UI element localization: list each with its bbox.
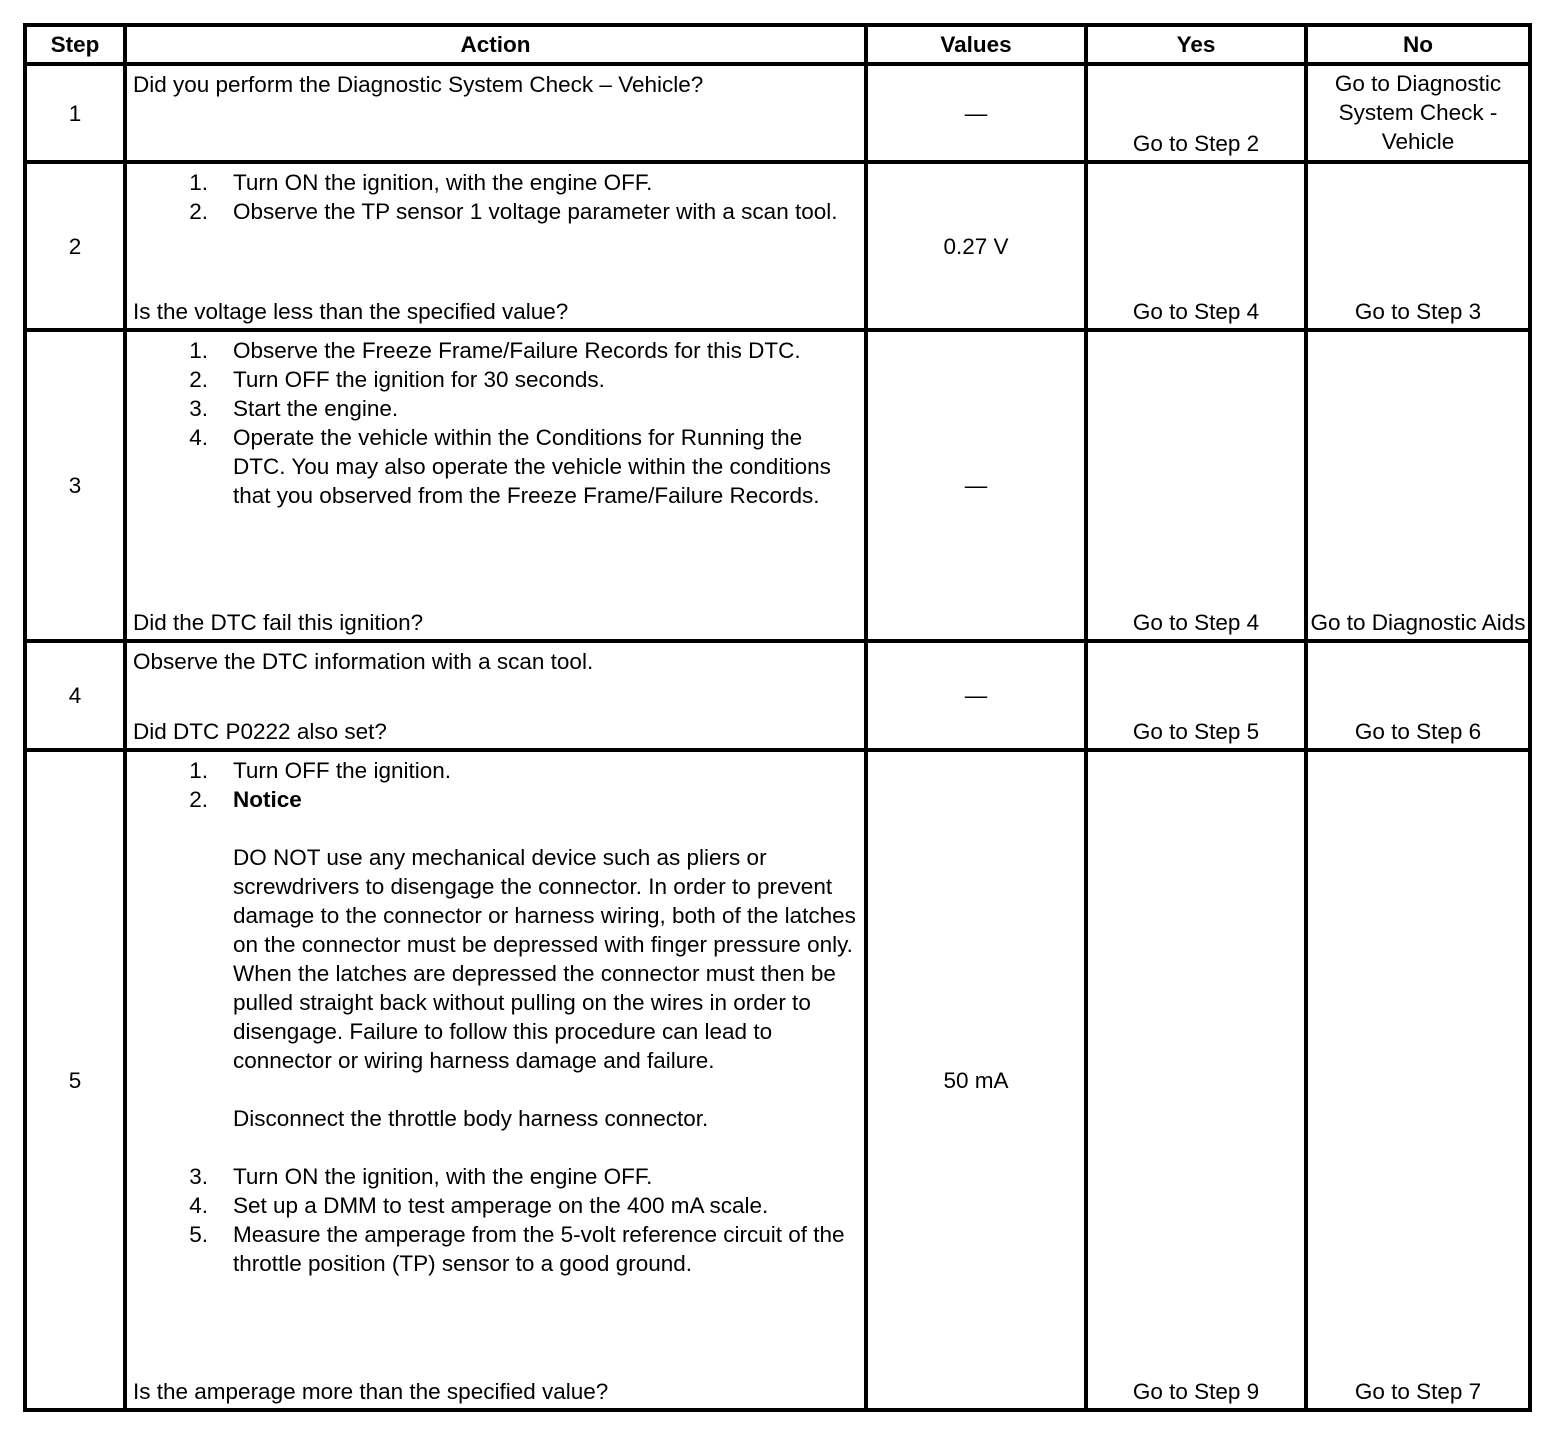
header-action: Action [125, 25, 866, 64]
action-list [133, 168, 860, 226]
action-cell [125, 162, 866, 329]
step-number: 5 [25, 750, 125, 1410]
action-text: Observe the DTC information with a scan tool. [133, 648, 594, 674]
list-item: 3. Turn ON the ignition, with the engine OFF. [189, 1164, 653, 1189]
table-row [25, 750, 1530, 1410]
list-item: 1. Turn OFF the ignition. [189, 758, 452, 783]
action-cell [125, 330, 866, 641]
header-row [25, 25, 1530, 64]
no-cell: Go to Step 3 [1306, 162, 1530, 329]
action-list [133, 756, 860, 1278]
action-cell [125, 641, 866, 750]
yes-cell: Go to Step 2 [1086, 64, 1306, 162]
table-row [25, 330, 1530, 641]
value-cell: 50 mA [866, 750, 1086, 1410]
value-cell: — [866, 64, 1086, 162]
no-cell: Go to Diagnostic System Check - Vehicle [1306, 64, 1530, 162]
step-number: 4 [25, 641, 125, 750]
no-cell: Go to Step 6 [1306, 641, 1530, 750]
no-cell: Go to Step 7 [1306, 750, 1530, 1410]
action-text: Did you perform the Diagnostic System Check – Vehicle? [133, 72, 704, 97]
notice-text: DO NOT use any mechanical device such as pliers or screwdrivers to disengage the connector. In order to prevent damage to the connector or harness wiring, both of the latches on the connector must be depressed with finger pressure only. When the latches are depressed the connector must then be pulled straight back without pulling on the wires in order to disengage. Failure to follow this procedure can lead to connector or wiring harness damage and failure. [233, 845, 856, 1073]
header-yes: Yes [1086, 25, 1306, 64]
action-cell [125, 750, 866, 1410]
list-item: 4. Set up a DMM to test amperage on the 400 mA scale. [189, 1193, 769, 1218]
table-row [25, 64, 1530, 162]
list-item: 5. Measure the amperage from the 5-volt reference circuit of the throttle position (TP) sensor to a good ground. [189, 1222, 845, 1276]
no-cell: Go to Diagnostic Aids [1306, 330, 1530, 641]
action-question: Did the DTC fail this ignition? [133, 609, 424, 635]
notice-label: Notice [233, 787, 302, 812]
action-question: Is the amperage more than the specified value? [133, 1379, 609, 1404]
yes-cell: Go to Step 4 [1086, 330, 1306, 641]
value-cell: 0.27 V [866, 162, 1086, 329]
yes-cell: Go to Step 9 [1086, 750, 1306, 1410]
value-cell: — [866, 330, 1086, 641]
list-item: 2. Turn OFF the ignition for 30 seconds. [189, 366, 605, 392]
diagnostic-table [23, 23, 1532, 1412]
list-item: 4. Operate the vehicle within the Conditions for Running the DTC. You may also operate the vehicle within the conditions that you observed from the Freeze Frame/Failure Records. [189, 424, 831, 508]
step-number: 2 [25, 162, 125, 329]
table-row [25, 162, 1530, 329]
list-item: 2. Notice DO NOT use any mechanical device such as pliers or screwdrivers to disengage the connector. In order to prevent damage to the connector or harness wiring, both of the latches on the connector must be depressed with finger pressure only. When the latches are depressed the connector must then be pulled straight back without pulling on the wires in order to disengage. Failure to follow this procedure can lead to connector or wiring harness damage and failure. Disconnect the throttle body harness connector. [133, 785, 860, 1162]
list-item: 1. Turn ON the ignition, with the engine OFF. [189, 170, 653, 196]
value-cell: — [866, 641, 1086, 750]
header-step: Step [25, 25, 125, 64]
action-list [133, 336, 860, 510]
notice-action: Disconnect the throttle body harness connector. [233, 1106, 709, 1131]
list-item: 2. Observe the TP sensor 1 voltage parameter with a scan tool. [189, 199, 838, 225]
yes-cell: Go to Step 5 [1086, 641, 1306, 750]
step-number: 1 [25, 64, 125, 162]
table-row [25, 641, 1530, 750]
header-no: No [1306, 25, 1530, 64]
action-question: Did DTC P0222 also set? [133, 719, 387, 744]
step-number: 3 [25, 330, 125, 641]
yes-cell: Go to Step 4 [1086, 162, 1306, 329]
list-item: 3. Start the engine. [189, 395, 399, 421]
list-item: 1. Observe the Freeze Frame/Failure Records for this DTC. [189, 337, 801, 363]
action-question: Is the voltage less than the specified value? [133, 298, 569, 324]
action-cell [125, 64, 866, 162]
header-values: Values [866, 25, 1086, 64]
